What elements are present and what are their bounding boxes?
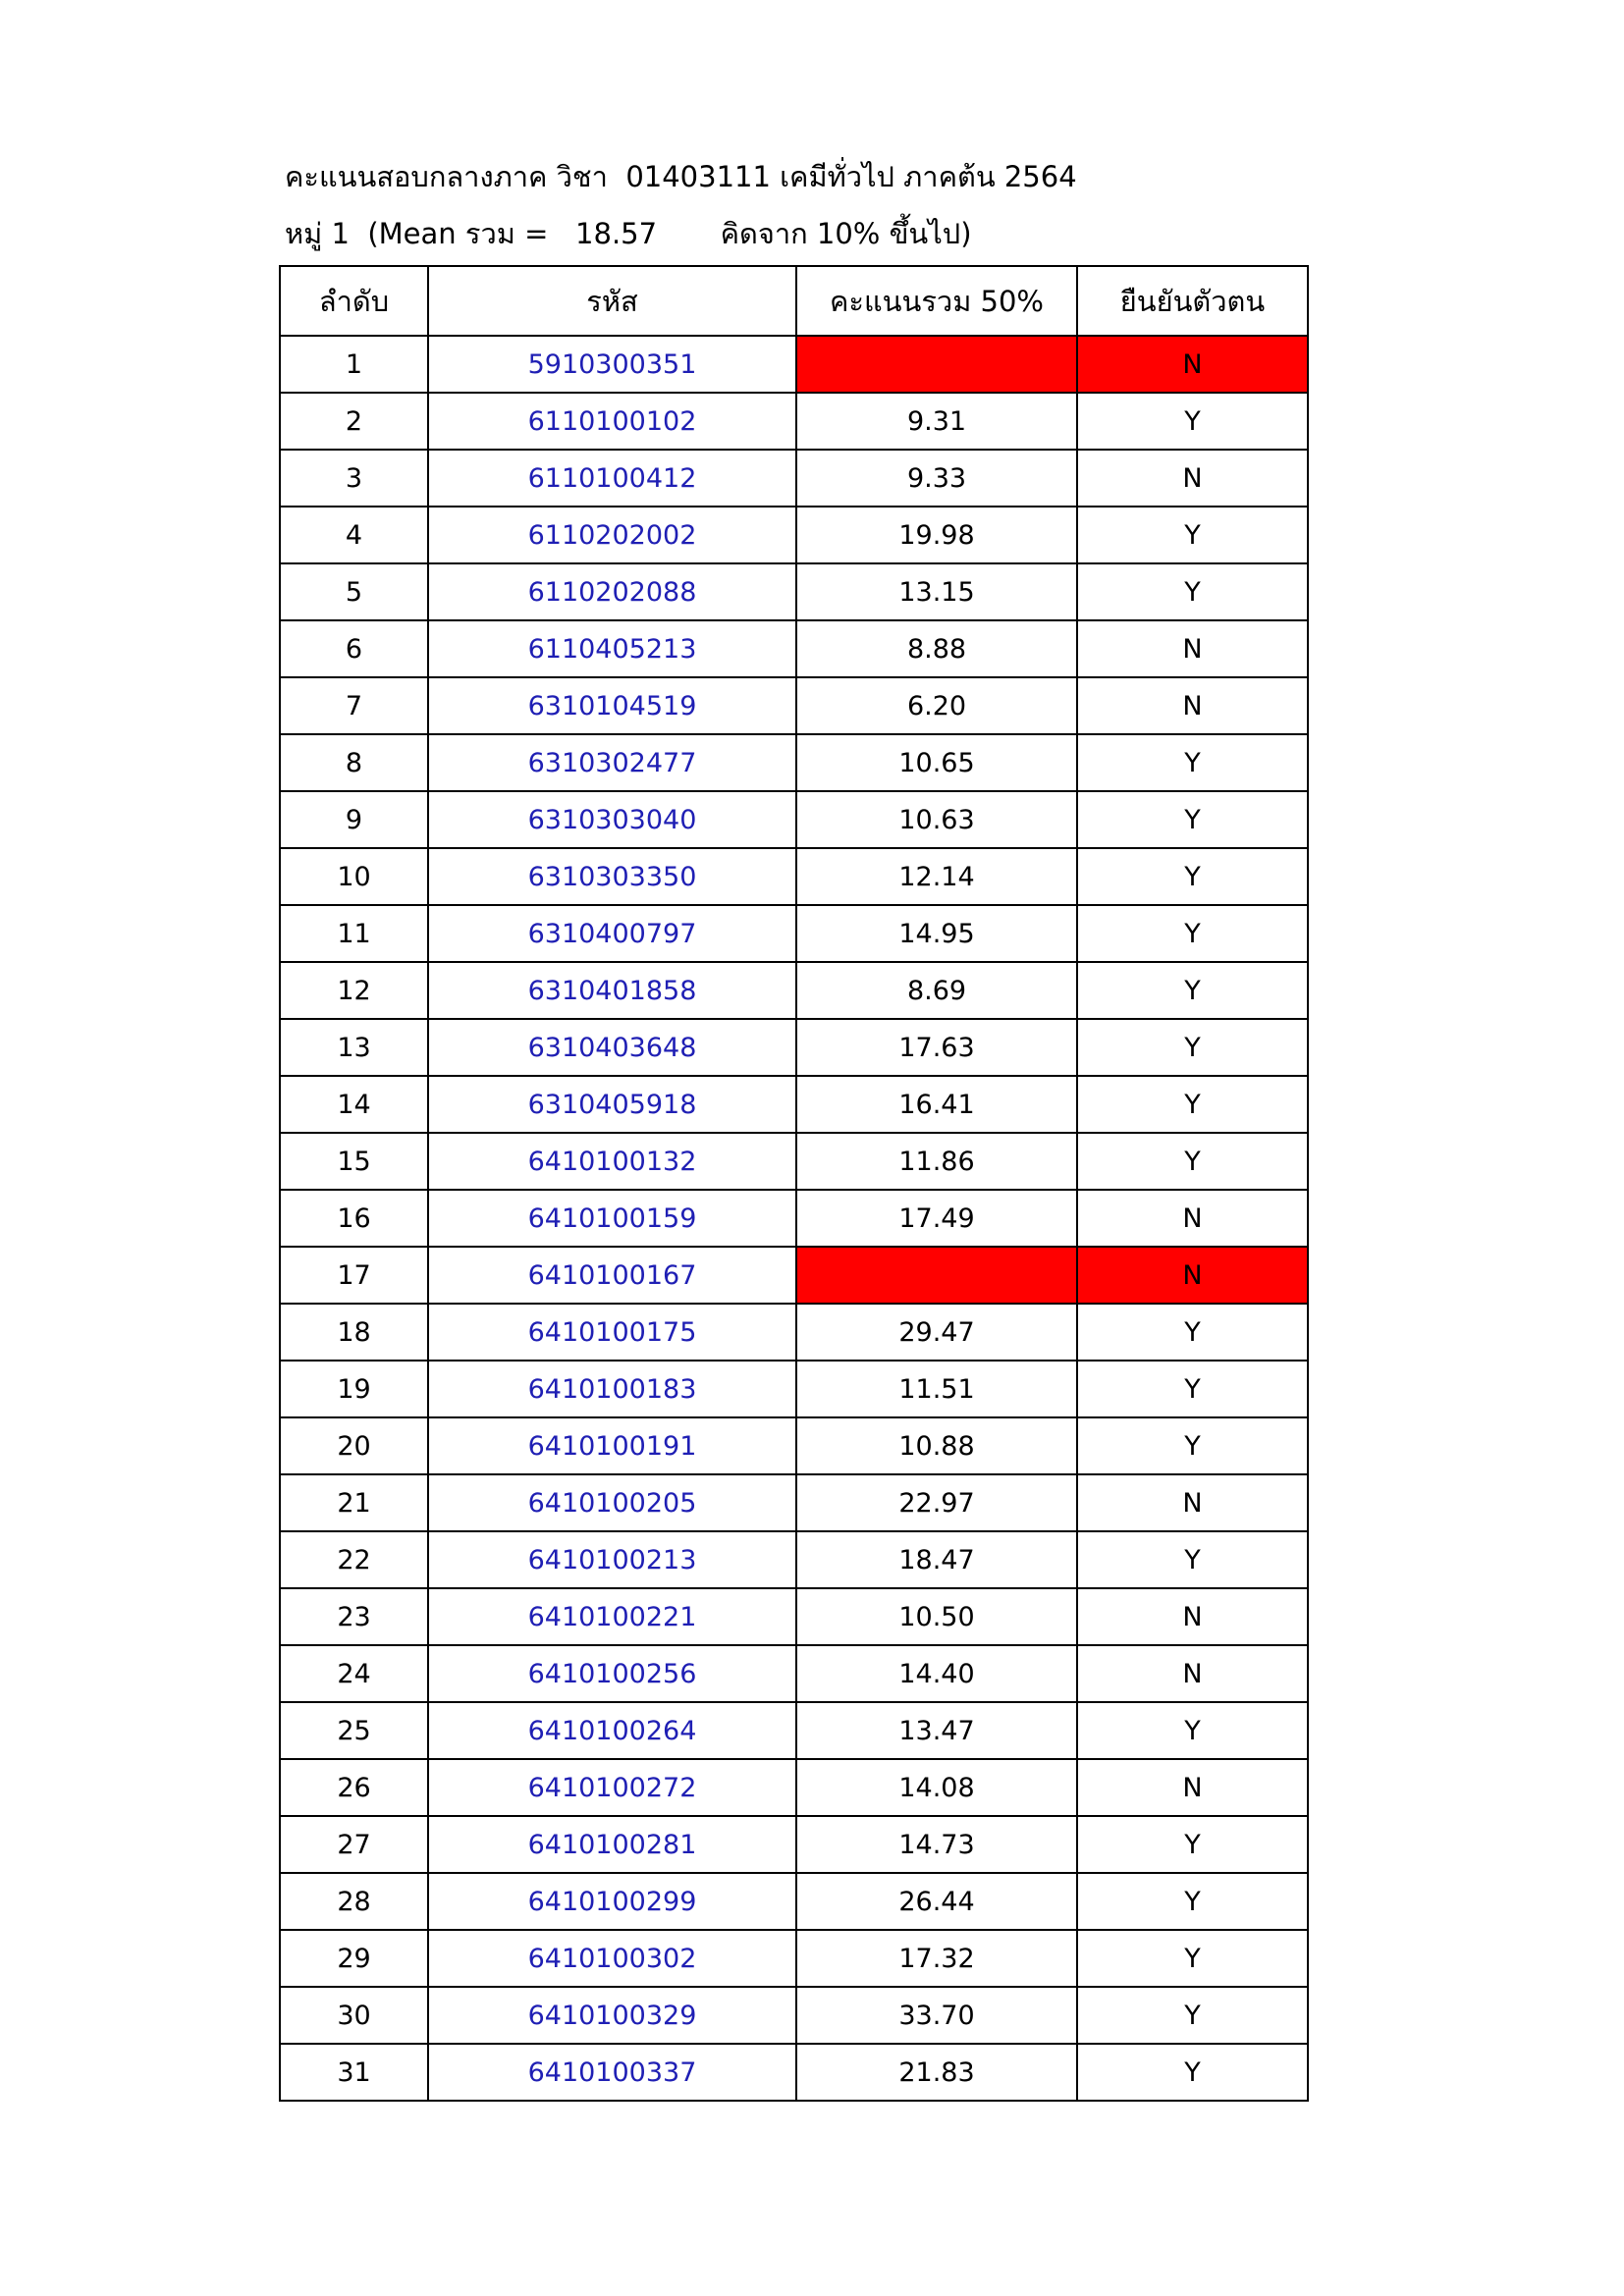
row-student-id: 6310303040 (428, 791, 796, 848)
row-identity-confirmed: Y (1077, 1019, 1308, 1076)
table-row (280, 905, 1308, 962)
row-order: 11 (280, 905, 428, 962)
table-row (280, 1588, 1308, 1645)
row-order: 12 (280, 962, 428, 1019)
row-student-id: 6110202088 (428, 563, 796, 620)
row-identity-confirmed: N (1077, 1645, 1308, 1702)
row-order: 16 (280, 1190, 428, 1247)
row-total-score (796, 336, 1077, 393)
row-order: 22 (280, 1531, 428, 1588)
row-total-score: 14.40 (796, 1645, 1077, 1702)
row-order: 20 (280, 1417, 428, 1474)
row-student-id: 6310302477 (428, 734, 796, 791)
row-order: 23 (280, 1588, 428, 1645)
row-order: 24 (280, 1645, 428, 1702)
table-row (280, 1019, 1308, 1076)
table-row (280, 734, 1308, 791)
table-row (280, 791, 1308, 848)
column-header-order: ลำดับ (280, 266, 428, 336)
row-total-score: 8.88 (796, 620, 1077, 677)
row-identity-confirmed: Y (1077, 1076, 1308, 1133)
row-total-score: 9.31 (796, 393, 1077, 450)
mean-value: 18.57 (575, 217, 658, 250)
row-student-id: 6410100159 (428, 1190, 796, 1247)
mean-label: (Mean รวม = (367, 217, 549, 250)
row-total-score: 17.32 (796, 1930, 1077, 1987)
page-title: คะแนนสอบกลางภาค วิชา 01403111 เคมีทั่วไป ภาคต้น 2564 (285, 160, 1077, 193)
row-student-id: 6310405918 (428, 1076, 796, 1133)
table-row (280, 336, 1308, 393)
row-student-id: 6110100102 (428, 393, 796, 450)
row-identity-confirmed: Y (1077, 1702, 1308, 1759)
row-student-id: 6410100191 (428, 1417, 796, 1474)
row-total-score: 10.63 (796, 791, 1077, 848)
row-order: 14 (280, 1076, 428, 1133)
row-order: 17 (280, 1247, 428, 1304)
table-header-row (280, 266, 1308, 336)
row-student-id: 5910300351 (428, 336, 796, 393)
row-total-score: 6.20 (796, 677, 1077, 734)
table-row (280, 2044, 1308, 2101)
row-total-score: 14.73 (796, 1816, 1077, 1873)
row-student-id: 6410100175 (428, 1304, 796, 1361)
row-identity-confirmed: Y (1077, 1987, 1308, 2044)
row-student-id: 6410100132 (428, 1133, 796, 1190)
row-identity-confirmed: Y (1077, 1930, 1308, 1987)
row-order: 25 (280, 1702, 428, 1759)
row-order: 21 (280, 1474, 428, 1531)
row-total-score: 17.49 (796, 1190, 1077, 1247)
row-student-id: 6310104519 (428, 677, 796, 734)
row-student-id: 6410100299 (428, 1873, 796, 1930)
row-order: 2 (280, 393, 428, 450)
row-identity-confirmed: N (1077, 1190, 1308, 1247)
table-row (280, 450, 1308, 507)
row-total-score: 10.65 (796, 734, 1077, 791)
row-identity-confirmed: Y (1077, 848, 1308, 905)
row-order: 27 (280, 1816, 428, 1873)
table-row (280, 1987, 1308, 2044)
row-identity-confirmed: N (1077, 336, 1308, 393)
table-row (280, 1247, 1308, 1304)
table-row (280, 962, 1308, 1019)
row-identity-confirmed: N (1077, 620, 1308, 677)
row-student-id: 6410100337 (428, 2044, 796, 2101)
row-total-score: 18.47 (796, 1531, 1077, 1588)
row-total-score: 14.95 (796, 905, 1077, 962)
row-identity-confirmed: Y (1077, 1816, 1308, 1873)
row-order: 31 (280, 2044, 428, 2101)
table-row (280, 677, 1308, 734)
row-identity-confirmed: Y (1077, 905, 1308, 962)
row-student-id: 6410100205 (428, 1474, 796, 1531)
row-identity-confirmed: Y (1077, 1417, 1308, 1474)
row-student-id: 6410100213 (428, 1531, 796, 1588)
row-student-id: 6410100256 (428, 1645, 796, 1702)
row-total-score: 16.41 (796, 1076, 1077, 1133)
table-row (280, 1076, 1308, 1133)
row-order: 7 (280, 677, 428, 734)
row-total-score: 14.08 (796, 1759, 1077, 1816)
column-header-student-id: รหัส (428, 266, 796, 336)
group-mean-line (285, 212, 972, 255)
row-identity-confirmed: N (1077, 450, 1308, 507)
table-row (280, 507, 1308, 563)
row-student-id: 6410100329 (428, 1987, 796, 2044)
row-order: 8 (280, 734, 428, 791)
column-header-total-score: คะแนนรวม 50% (796, 266, 1077, 336)
row-order: 6 (280, 620, 428, 677)
row-student-id: 6110100412 (428, 450, 796, 507)
row-identity-confirmed: Y (1077, 962, 1308, 1019)
table-row (280, 1930, 1308, 1987)
row-total-score: 17.63 (796, 1019, 1077, 1076)
table-row (280, 563, 1308, 620)
scores-table (279, 265, 1309, 2102)
row-identity-confirmed: Y (1077, 1361, 1308, 1417)
row-identity-confirmed: N (1077, 1759, 1308, 1816)
row-order: 18 (280, 1304, 428, 1361)
table-row (280, 1190, 1308, 1247)
row-student-id: 6410100302 (428, 1930, 796, 1987)
row-total-score: 13.47 (796, 1702, 1077, 1759)
row-order: 15 (280, 1133, 428, 1190)
row-order: 19 (280, 1361, 428, 1417)
table-body (280, 336, 1308, 2101)
row-identity-confirmed: Y (1077, 393, 1308, 450)
row-order: 29 (280, 1930, 428, 1987)
column-header-identity-confirmed: ยืนยันตัวตน (1077, 266, 1308, 336)
row-order: 5 (280, 563, 428, 620)
row-student-id: 6410100183 (428, 1361, 796, 1417)
row-order: 26 (280, 1759, 428, 1816)
row-total-score: 26.44 (796, 1873, 1077, 1930)
row-identity-confirmed: N (1077, 1474, 1308, 1531)
row-student-id: 6410100264 (428, 1702, 796, 1759)
table-row (280, 1474, 1308, 1531)
row-student-id: 6310303350 (428, 848, 796, 905)
table-row (280, 1133, 1308, 1190)
row-student-id: 6310400797 (428, 905, 796, 962)
table-row (280, 848, 1308, 905)
table-row (280, 1531, 1308, 1588)
table-row (280, 1417, 1308, 1474)
row-identity-confirmed: Y (1077, 1304, 1308, 1361)
row-student-id: 6410100281 (428, 1816, 796, 1873)
row-total-score: 13.15 (796, 563, 1077, 620)
row-total-score: 11.86 (796, 1133, 1077, 1190)
row-student-id: 6410100167 (428, 1247, 796, 1304)
row-total-score: 22.97 (796, 1474, 1077, 1531)
row-identity-confirmed: Y (1077, 563, 1308, 620)
row-student-id: 6410100272 (428, 1759, 796, 1816)
row-total-score: 12.14 (796, 848, 1077, 905)
row-identity-confirmed: N (1077, 1588, 1308, 1645)
row-identity-confirmed: N (1077, 1247, 1308, 1304)
row-student-id: 6110202002 (428, 507, 796, 563)
row-total-score: 10.50 (796, 1588, 1077, 1645)
row-total-score: 19.98 (796, 507, 1077, 563)
row-order: 3 (280, 450, 428, 507)
table-row (280, 1759, 1308, 1816)
table-row (280, 1645, 1308, 1702)
group-label: หมู่ 1 (285, 217, 350, 250)
table-row (280, 1816, 1308, 1873)
row-identity-confirmed: Y (1077, 1133, 1308, 1190)
row-order: 13 (280, 1019, 428, 1076)
row-order: 4 (280, 507, 428, 563)
table-row (280, 1873, 1308, 1930)
row-identity-confirmed: Y (1077, 734, 1308, 791)
row-identity-confirmed: Y (1077, 1531, 1308, 1588)
row-total-score (796, 1247, 1077, 1304)
row-student-id: 6410100221 (428, 1588, 796, 1645)
table-row (280, 1702, 1308, 1759)
row-identity-confirmed: Y (1077, 791, 1308, 848)
row-identity-confirmed: Y (1077, 1873, 1308, 1930)
row-order: 28 (280, 1873, 428, 1930)
table-row (280, 620, 1308, 677)
row-total-score: 33.70 (796, 1987, 1077, 2044)
row-total-score: 8.69 (796, 962, 1077, 1019)
row-identity-confirmed: N (1077, 677, 1308, 734)
row-order: 10 (280, 848, 428, 905)
table-row (280, 1361, 1308, 1417)
row-student-id: 6310403648 (428, 1019, 796, 1076)
row-total-score: 29.47 (796, 1304, 1077, 1361)
row-total-score: 11.51 (796, 1361, 1077, 1417)
row-total-score: 10.88 (796, 1417, 1077, 1474)
row-order: 1 (280, 336, 428, 393)
row-total-score: 21.83 (796, 2044, 1077, 2101)
table-row (280, 393, 1308, 450)
row-order: 9 (280, 791, 428, 848)
row-order: 30 (280, 1987, 428, 2044)
threshold-note: คิดจาก 10% ขึ้นไป) (720, 217, 972, 250)
row-student-id: 6310401858 (428, 962, 796, 1019)
row-total-score: 9.33 (796, 450, 1077, 507)
table-row (280, 1304, 1308, 1361)
row-student-id: 6110405213 (428, 620, 796, 677)
row-identity-confirmed: Y (1077, 507, 1308, 563)
row-identity-confirmed: Y (1077, 2044, 1308, 2101)
